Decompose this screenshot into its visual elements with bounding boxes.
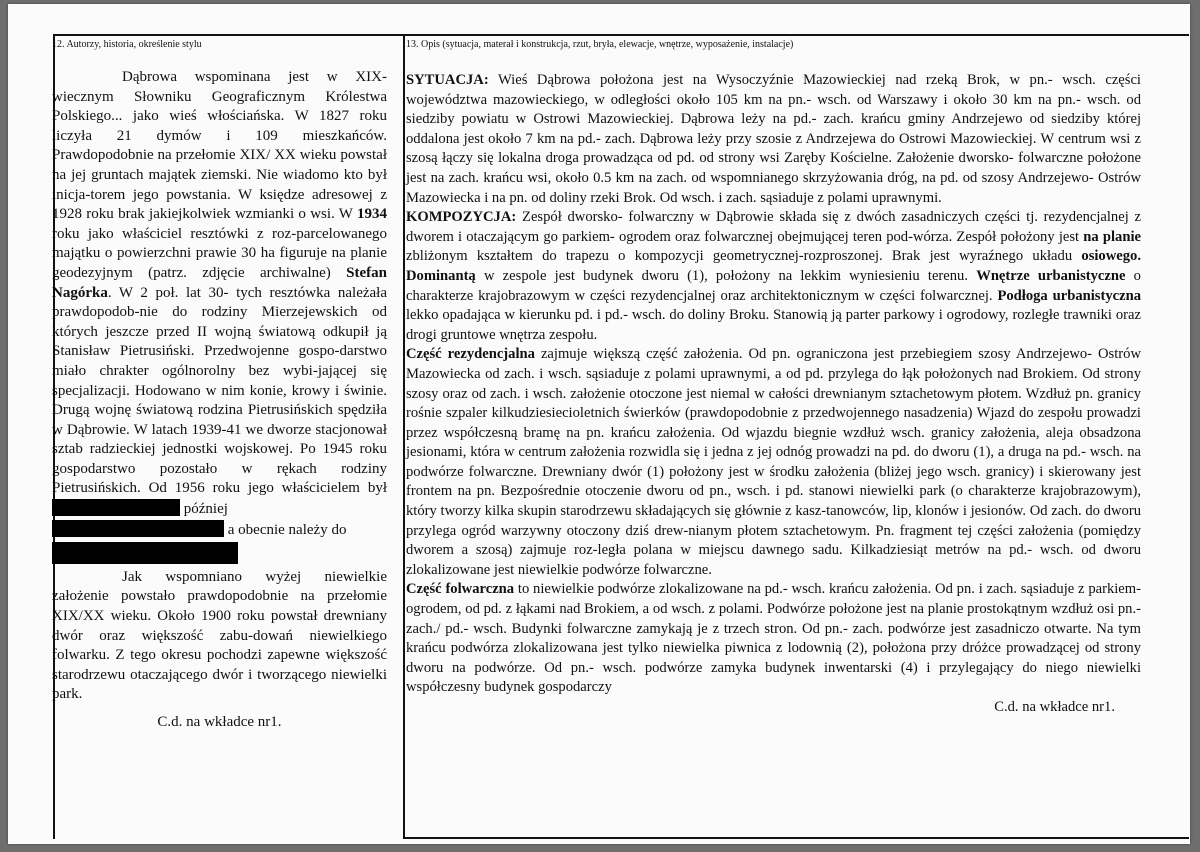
description-column [406,71,1141,718]
frame-line-top [53,34,1189,36]
situation-paragraph: SYTUACJA: Wieś Dąbrowa położona jest na Wysoczyźnie Mazowieckiej nad rzeką Brok, w pn.- wsch. części województwa mazowieckiego, w odległości około 105 km na pn.- wsch. od Warszawy i około 30 km na pn.- wsch. od siedziby powiatu w Ostrowi Mazowieckiej. Dąbrowa leży na pd.- zach. krańcu gminy Andrzejewo od siedziby której oddalona jest około 7 km na pd.- zach. Dąbrowa leży przy szosie z Andrzejewa do Ostrowi Mazowieckiej. W centrum wsi z szosą łączy się lokalna droga prowadząca od pd. od strony wsi Zaręby Kościelne. Założenie dworsko- folwarczne położone jest na zach. krańcu wsi, około 0.5 km na zach. od wspomnianego skrzyżowania dróg, na pd. od szosy Andrzejewo- Ostrów Mazowiecka i na pn. od doliny rzeki Brok. Od wsch. i zach. sąsiaduje z polami uprawnymi. [406,72,1141,206]
section-13-header: 13. Opis (sytuacja, materał i konstrukcja, rzut, bryła, elewacje, wnętrze, wyposażenie, instalacje) [406,39,794,50]
continued-note-left: C.d. na wkładce nr1. [157,714,282,730]
frame-line-middle [403,34,405,839]
continued-note-right: C.d. na wkładce nr1. [994,699,1115,715]
composition-label: KOMPOZYCJA: [406,209,517,226]
frame-line-bottom [404,837,1189,839]
history-paragraph-1: Dąbrowa wspominana jest w XIX- wiecznym Słowniku Geograficznym Królestwa Polskiego... jako wieś włościańska. W 1827 roku liczyła 21 dymów i 109 mieszkańców. Prawdopodobnie na przełomie XIX/ XX wieku powstał na jej gruntach majątek ziemski. Nie wiadomo kto był inicja-torem jego powstania. W księdze adresowej z 1928 roku brak jakiejkolwiek wzmianki o wsi. W 1934 roku jako właściciel resztówki z roz-parcelowanego majątku o powierzchni prawie 30 ha figuruje na planie geodezyjnym (patrz. zdjęcie archiwalne) Stefan Nagórka. W 2 poł. lat 30- tych resztówka należała prawdopodob-nie do rodziny Mierzejewskich od których jeszcze przed II wojną światową odkupił ją Stanisław Pietrusiński. Przedwojenne gospo-darstwo miało chrakter ogólnorolny bez wybi-jającej się specjalizacji. Hodowano w nim konie, krowy i świnie. Drugą wojnę światową rodzina Pietrusińskich spędziła w Dąbrowie. W latach 1939-41 we dworze stacjonował sztab radzieckiej jednostki wojskowej. Po 1945 roku gospodarstwo pozostało w rękach rodziny Pietrusińskich. Od 1956 roku jego właścicielem był później a obecnie należy do [52,68,387,568]
residential-part-label: Część rezydencjalna [406,346,535,363]
farm-part-label: Część folwarczna [406,581,515,598]
owner-name: Stefan Nagórka [52,264,387,301]
year-1934: 1934 [357,206,387,223]
farm-part-paragraph: Część folwarczna to niewielkie podwórze zlokalizowane na pd.- wsch. krańcu założenia. Od pn. i zach. sąsiaduje z parkiem- ogrodem, od pd. z łąkami nad Brokiem, a od wsch. z polami. Podwórze położone jest na planie prostokątnym wzdłuż osi pn.- zach./ pd.- wsch. Budynki folwarczne zamykają je z trzech stron. Od pn.- zach. podwórze jest zasadniczo otwarte. Na tym krańcu podwórza zlokalizowana jest tylko niewielka piwnica z lodownią (2), położona przy dróżce prowadzącej od strony dworu na podwórze. Od pn.- wsch. podwórze zamyka budynek inwentarski (4) i przylegający do niego niewielki współczesny budynek gospodarczy [406,581,1141,696]
situation-label: SYTUACJA: [406,72,489,88]
residential-part-paragraph: Część rezydencjalna zajmuje większą część założenia. Od pn. ograniczona jest przebiegiem szosy Andrzejewo- Ostrów Mazowiecka od zach. i wsch. sąsiaduje z polami uprawnymi, a od pd. przylega do łąk położonych nad Brokiem. Od strony szosy oraz od zach. i wsch. założenie otoczone jest niemal w całości drewnianym sztachetowym płotem. Wzdłuż pn. granicy rośnie szpaler kilkudziesiecioletnich świerków (prawdopodobnie z przedwojennego nasadzenia) Wjazd do zespołu prowadzi przez współczesną bramę na pn. krańcu założenia. Od wjazdu biegnie wzdłuż wsch. granicy założenia, aleja obsadzona jesionami, która w centrum założenia rozwidla się i jedna z jej odnóg prowadzi na pd. do dworu (1), a druga na pd.- wsch. na podwórze folwarczne. Drewniany dwór (1) położony jest w środku założenia (bliżej jego wsch. granicy) i skierowany jest frontem na pn. Bezpośrednie otoczenie dworu od pn., wsch. i pd. stanowi niewielki park (o charakterze krajobrazowym), który tworzy kilka skupin starodrzewu składających się głównie z kasz-tanowców, lip, klonów i jesionów. Od zach. do dworu przylega ogród warzywny otoczony dziś drew-nianym płotem sztachetowym. Pn. fragment tej części założenia (pomiędzy dworem a szosą) zajmuje roz-legła polana w miejscu dawnego sadu. Kilkadziesiąt metrów na pd.- wsch. od dworu zlokalizowane jest niewielkie podwórze folwarczne. [406,346,1141,578]
section-12-header: 12. Autorzy, historia, określenie stylu [52,39,202,50]
history-paragraph-2: Jak wspomniano wyżej niewielkie założenie powstało prawdopodobnie na przełomie XIX/XX wieku. Około 1900 roku powstał drewniany dwór oraz większość zabu-dowań niewielkiego folwarku. Z tego okresu pochodzi zapewne większość starodrzewu otaczającego dwór i tworzącego niewielki park. [52,568,387,703]
redaction-3 [52,542,238,564]
composition-paragraph: KOMPOZYCJA: Zespół dworsko- folwarczny w Dąbrowie składa się z dwóch zasadniczych części tj. rezydencjalnej z dworem i otaczającym go parkiem- ogrodem oraz folwarcznej obejmującej teren pod-wórza. Zespół położony jest na planie zbliżonym kształtem do trapezu o kompozycji geometrycznej-rozproszonej. Brak jest wyraźnego układu osiowego. Dominantą w zespole jest budynek dworu (1), położony na lekkim wyniesieniu terenu. Wnętrze urbanistyczne o charakterze krajobrazowym w części rezydencjalnej oraz architektonicznym w części folwarcznej. Podłoga urbanistyczna lekko opadająca w kierunku pd. i pd.- wsch. do doliny Broku. Stanowią ją parter parkowy i ogrodowy, rozległe trawniki oraz drogi gruntowe wnętrza zespołu. [406,209,1142,343]
history-column [52,68,387,733]
redaction-2 [52,520,224,537]
redaction-1 [52,499,180,516]
